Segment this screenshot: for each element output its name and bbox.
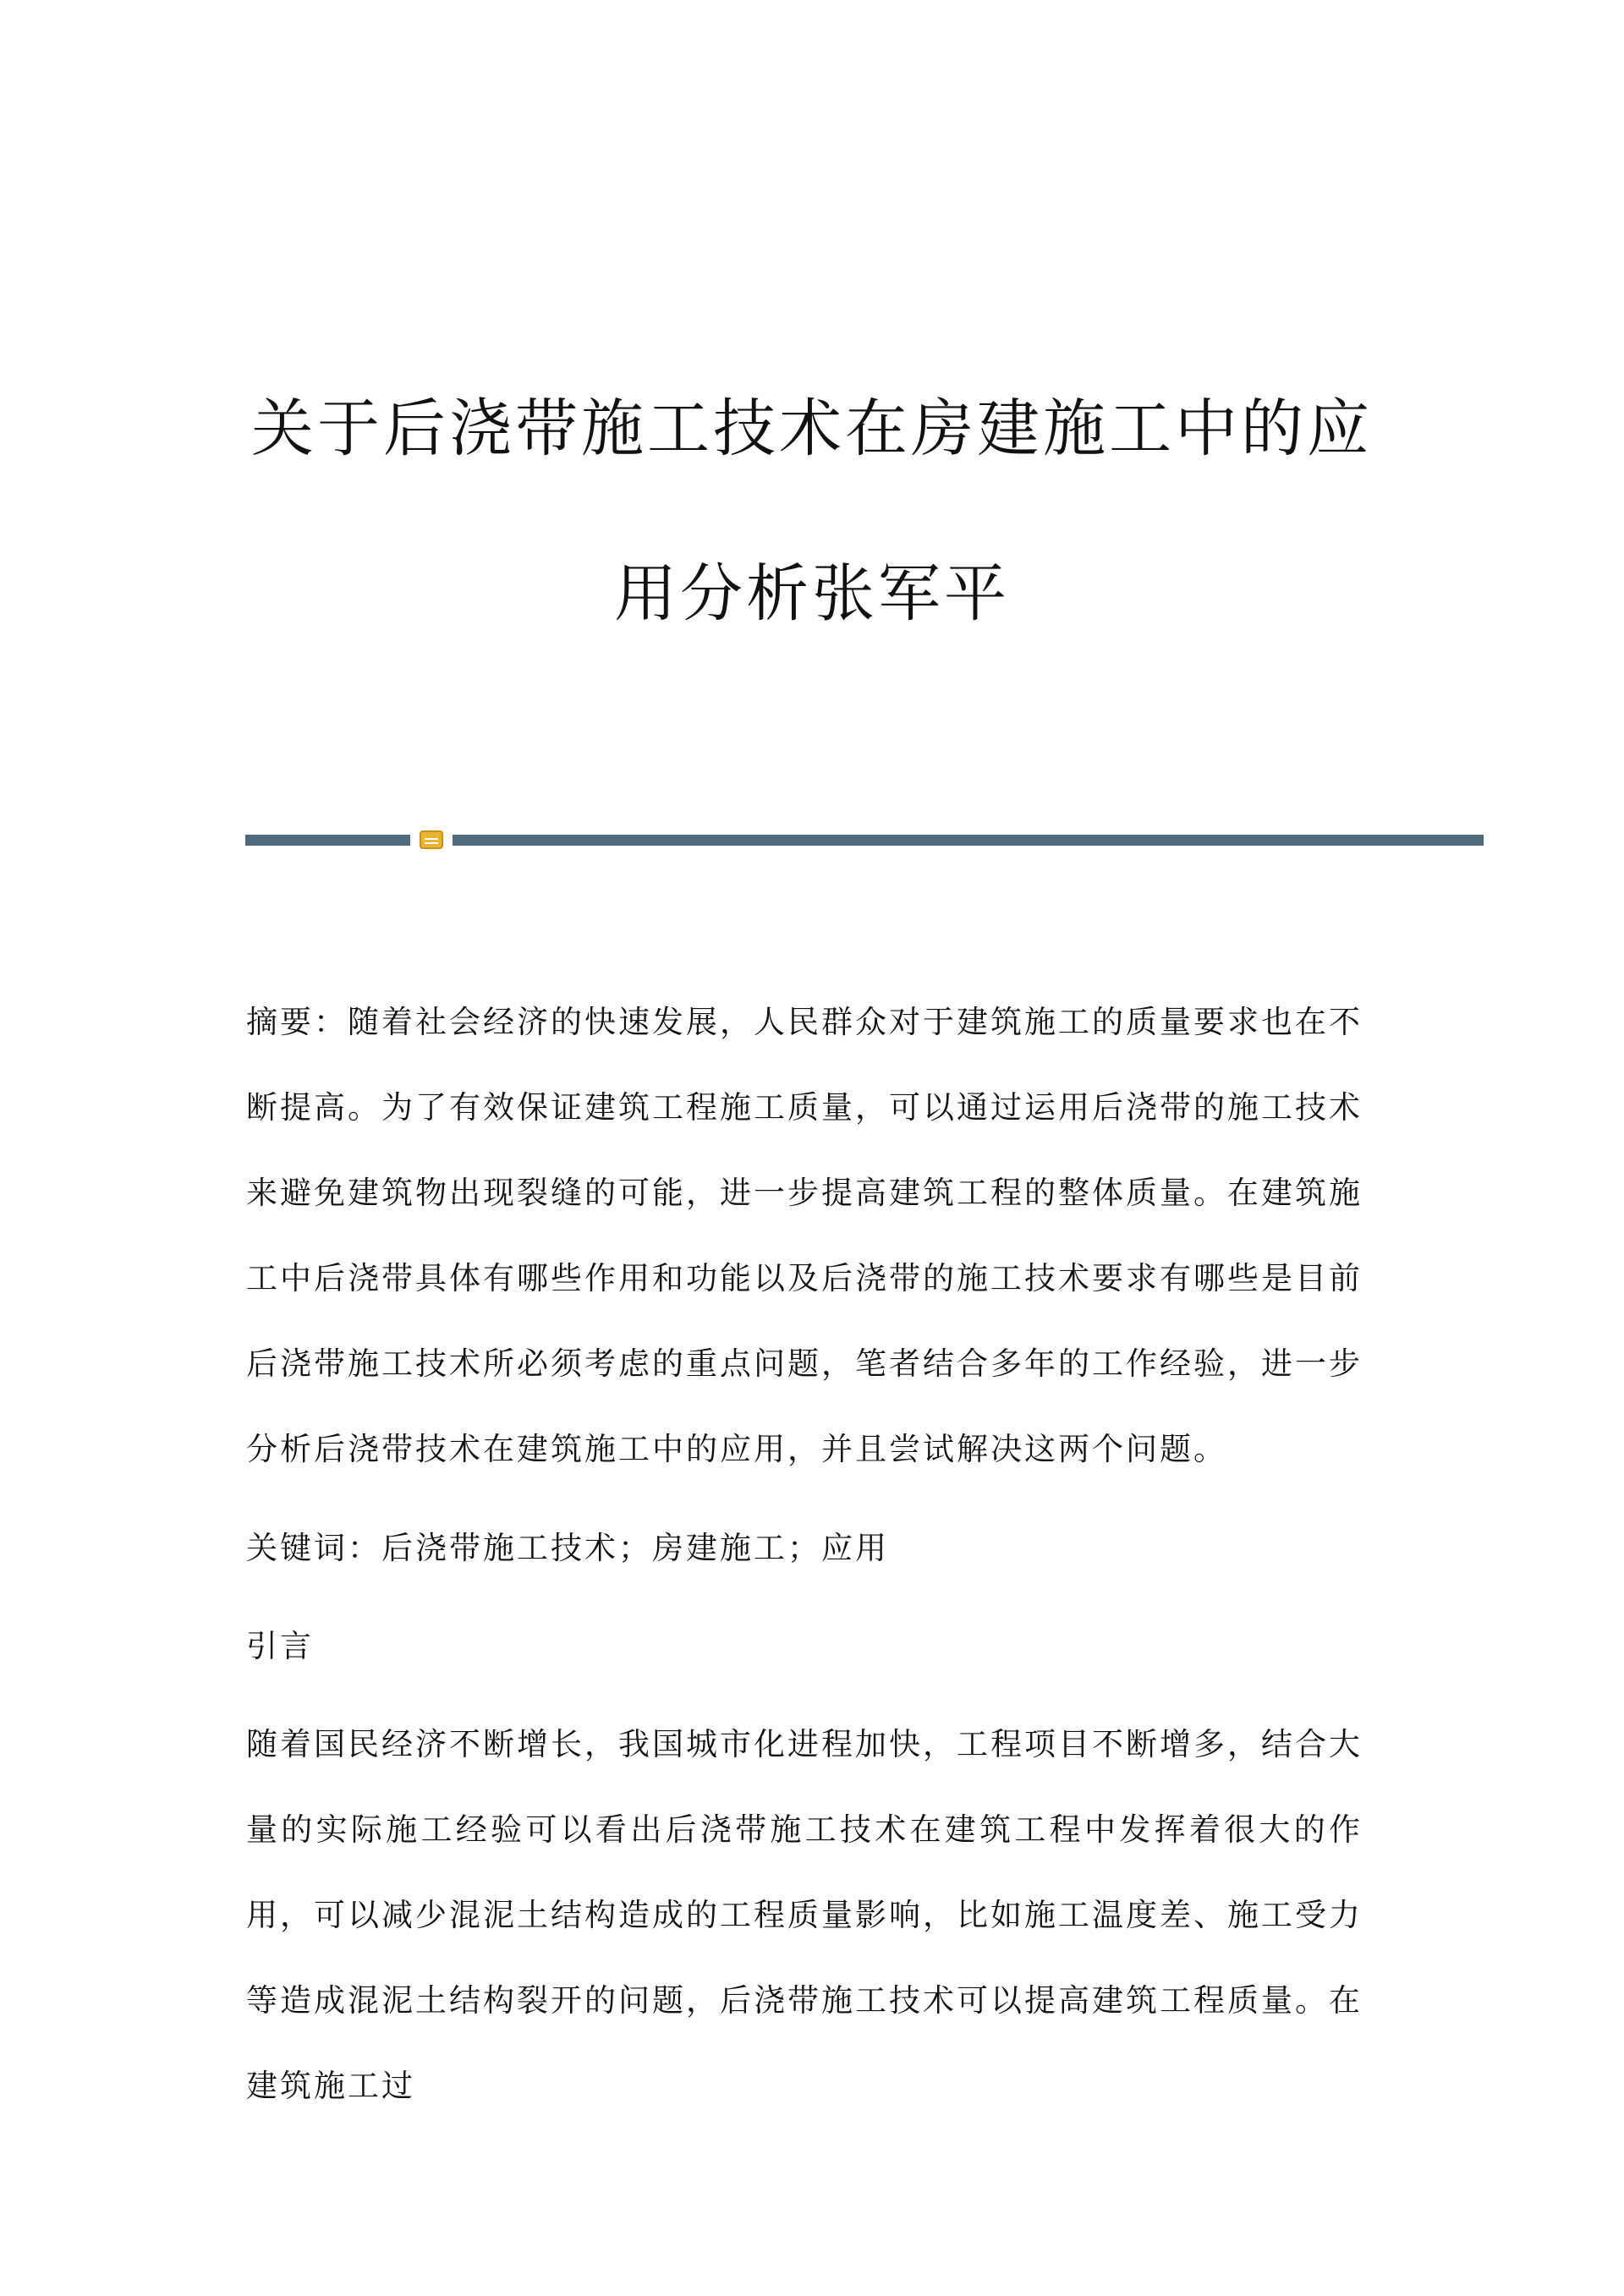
- divider-bar-left: [245, 835, 410, 846]
- divider-bar-right: [453, 835, 1484, 846]
- abstract-paragraph: 摘要：随着社会经济的快速发展，人民群众对于建筑施工的质量要求也在不断提高。为了有效保证建筑工程施工质量，可以通过运用后浇带的施工技术来避免建筑物出现裂缝的可能，进一步提高建筑工程的整体质量。在建筑施工中后浇带具体有哪些作用和功能以及后浇带的施工技术要求有哪些是目前后浇带施工技术所必须考虑的重点问题，笔者结合多年的工作经验，进一步分析后浇带技术在建筑施工中的应用，并且尝试解决这两个问题。: [246, 1004, 1363, 1467]
- document-title-line-1: 关于后浇带施工技术在房建施工中的应: [251, 392, 1373, 465]
- document-title-line-2: 用分析张军平: [614, 557, 1010, 630]
- introduction-paragraph: 随着国民经济不断增长，我国城市化进程加快，工程项目不断增多，结合大量的实际施工经验可以看出后浇带施工技术在建筑工程中发挥着很大的作用，可以减少混泥土结构造成的工程质量影响，比如施工温度差、施工受力等造成混泥土结构裂开的问题，后浇带施工技术可以提高建筑工程质量。在建筑施工过: [246, 1726, 1363, 2104]
- title-divider: [245, 830, 1484, 847]
- section-heading-introduction: 引言: [246, 1628, 314, 1664]
- divider-ornament-icon: [420, 830, 443, 849]
- keywords-line: 关键词：后浇带施工技术；房建施工；应用: [246, 1530, 889, 1566]
